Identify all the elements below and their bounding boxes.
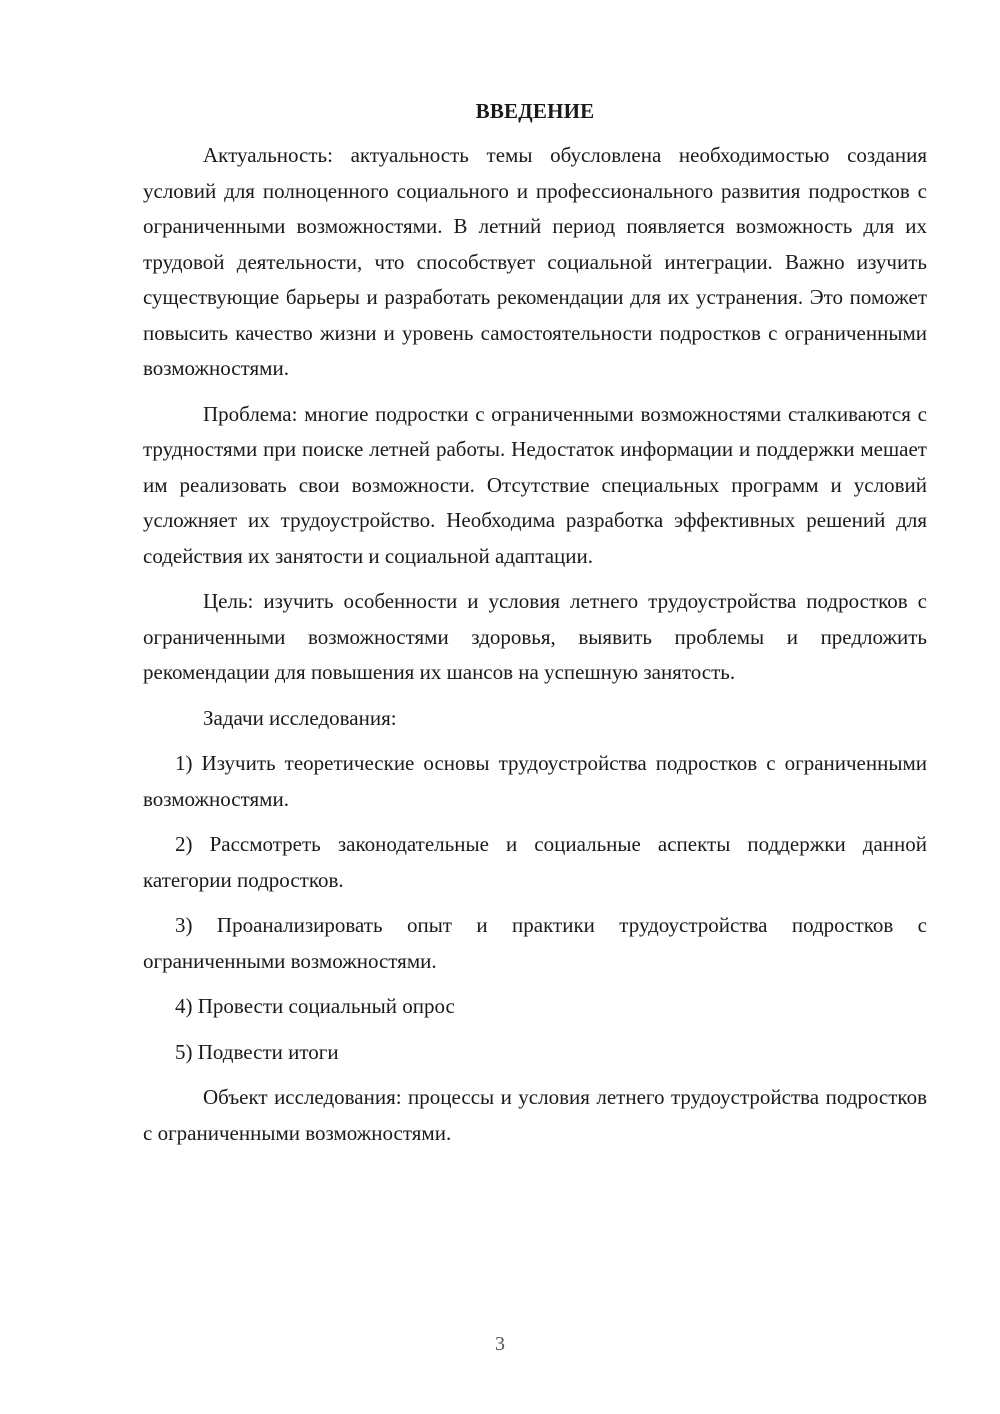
paragraph-problem: Проблема: многие подростки с ограниченными возможностями сталкиваются с трудностями при поиске летней работы. Недостаток информации и поддержки мешает им реализовать свои возможности. Отсутствие специальных программ и условий усложняет их трудоустройство. Необходима разработка эффективных решений для содействия их занятости и социальной адаптации. xyxy=(143,401,927,568)
task-item-2: 2) Рассмотреть законодательные и социальные аспекты поддержки данной категории подростков. xyxy=(143,832,927,892)
page-number: 3 xyxy=(495,1333,505,1355)
tasks-heading: Задачи исследования: xyxy=(203,705,397,730)
task-item-1: 1) Изучить теоретические основы трудоустройства подростков с ограниченными возможностями. xyxy=(143,751,927,811)
task-item-5: 5) Подвести итоги xyxy=(175,1039,339,1064)
paragraph-goal: Цель: изучить особенности и условия летнего трудоустройства подростков с ограниченными возможностями здоровья, выявить проблемы и предложить рекомендации для повышения их шансов на успешную занятость. xyxy=(143,589,927,684)
paragraph-relevance: Актуальность: актуальность темы обусловлена необходимостью создания условий для полноценного социального и профессионального развития подростков с ограниченными возможностями. В летний период появляется возможность для их трудовой деятельности, что способствует социальной интеграции. Важно изучить существующие барьеры и разработать рекомендации для их устранения. Это поможет повысить качество жизни и уровень самостоятельности подростков с ограниченными возможностями. xyxy=(143,143,927,380)
task-item-3: 3) Проанализировать опыт и практики трудоустройства подростков с ограниченными возможностями. xyxy=(143,913,927,973)
paragraph-object: Объект исследования: процессы и условия летнего трудоустройства подростков с ограниченными возможностями. xyxy=(143,1085,927,1145)
document-page xyxy=(143,96,927,1161)
task-item-4: 4) Провести социальный опрос xyxy=(175,994,455,1018)
page-title: ВВЕДЕНИЕ xyxy=(475,99,595,123)
